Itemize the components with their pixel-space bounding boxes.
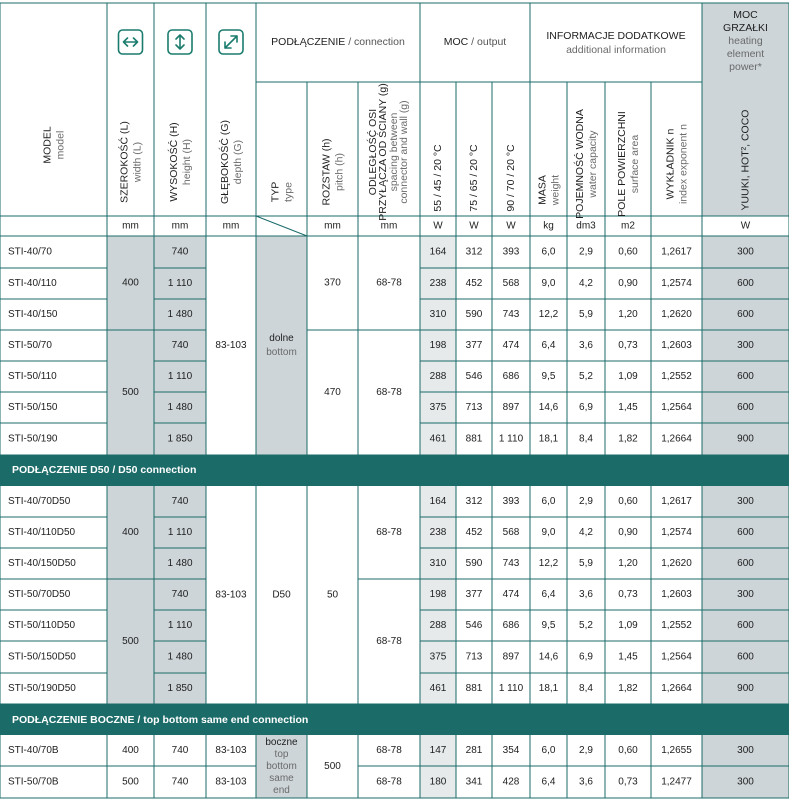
exponent-cell: 1,2574 [661, 278, 692, 289]
mass-cell: 9,0 [541, 278, 556, 289]
height-header-sub: height (H) [181, 138, 193, 186]
output-90-header: 90 / 70 / 20 °C [505, 144, 517, 212]
mass-cell: 6,0 [541, 246, 556, 258]
exponent-cell: 1,2617 [661, 496, 692, 507]
output-90-cell: 474 [502, 589, 520, 600]
model-cell: STI-50/70B [8, 776, 59, 788]
heater-header-sub-2: element [726, 48, 765, 60]
water-header-sub: water capacity [587, 130, 599, 198]
type-column-shade [256, 236, 307, 455]
area-cell: 1,09 [618, 620, 638, 631]
mass-cell: 14,6 [538, 651, 559, 663]
model-cell: STI-40/150 [8, 309, 58, 320]
unit-2: mm [171, 220, 189, 232]
water-cell: 6,9 [579, 651, 593, 663]
heater-cell: 600 [737, 558, 754, 569]
unit-7: W [433, 220, 443, 232]
exponent-cell: 1,2664 [661, 433, 692, 445]
output-90-cell: 743 [502, 558, 520, 569]
water-cell: 4,2 [579, 278, 593, 289]
model-cell: STI-50/110 [8, 371, 57, 382]
depth-cell: 83-103 [215, 776, 247, 788]
output-55-cell: 461 [429, 683, 447, 694]
type-unit-diagonal [256, 216, 307, 236]
water-cell: 5,9 [579, 309, 593, 320]
width-column-shade [107, 486, 154, 704]
area-cell: 1,45 [618, 651, 638, 663]
mass-cell: 18,1 [538, 433, 559, 445]
output-75-cell: 312 [465, 246, 483, 258]
area-cell: 1,09 [618, 371, 638, 382]
output-55-cell: 310 [429, 309, 447, 320]
output-55-cell: 164 [429, 246, 447, 258]
mass-header-sub: weight [549, 174, 562, 206]
spacing-cell-merged: 68-78 [376, 636, 402, 647]
output-90-cell: 474 [502, 340, 520, 351]
spacing-header-sub-1: spacing between [388, 112, 400, 192]
model-cell: STI-40/70B [8, 745, 59, 756]
water-cell: 3,6 [579, 589, 593, 600]
height-cell: 740 [171, 776, 189, 788]
horizontal-arrow-icon-glyph [124, 38, 138, 46]
spacing-cell-merged: 68-78 [376, 527, 402, 538]
height-cell: 1 480 [167, 309, 193, 320]
area-cell: 0,90 [618, 278, 638, 289]
water-header: POJEMNOŚĆ WODNA [574, 109, 586, 219]
area-cell: 0,73 [618, 340, 638, 351]
mass-cell: 6,0 [541, 745, 556, 756]
output-75-cell: 590 [465, 558, 483, 569]
heater-header-2: GRZAŁKI [723, 22, 768, 34]
heater-header-sub-3: power* [729, 61, 762, 73]
output-55-header: 55 / 45 / 20 °C [432, 144, 444, 212]
unit-6: mm [380, 220, 398, 232]
connection-header: PODŁĄCZENIE / connection [271, 36, 405, 48]
model-cell: STI-50/150D50 [8, 651, 76, 663]
heater-cell: 600 [737, 402, 754, 413]
mass-cell: 6,4 [541, 776, 556, 788]
spacing-cell-merged: 68-78 [376, 277, 402, 289]
heater-cell: 600 [737, 651, 754, 663]
model-cell: STI-40/150D50 [8, 558, 76, 569]
output-75-cell: 452 [465, 278, 483, 289]
output-90-cell: 428 [502, 776, 520, 788]
pitch-cell-merged: 370 [324, 277, 341, 289]
output-90-cell: 393 [502, 246, 520, 258]
width-cell-merged: 400 [122, 527, 139, 538]
heater-cell: 300 [737, 246, 754, 258]
mass-header: MASA [536, 175, 549, 205]
area-cell: 1,82 [618, 433, 638, 445]
mass-cell: 9,5 [541, 371, 556, 382]
model-header-sub: model [54, 130, 67, 160]
output-90-cell: 686 [502, 620, 520, 631]
type-cell-merged-sub: bottom [266, 347, 297, 358]
type-cell-merged-sub: same [269, 773, 294, 784]
exponent-cell: 1,2477 [661, 776, 692, 788]
water-cell: 5,9 [579, 558, 593, 569]
heater-cell: 300 [737, 776, 754, 788]
mass-cell: 6,0 [541, 496, 556, 507]
depth-cell-merged: 83-103 [215, 589, 247, 601]
exponent-cell: 1,2552 [661, 620, 692, 631]
height-cell: 1 850 [167, 683, 193, 694]
water-cell: 2,9 [579, 745, 593, 756]
width-cell: 400 [122, 745, 139, 756]
output-55-cell: 238 [429, 527, 447, 538]
output-55-cell: 288 [429, 620, 447, 631]
water-cell: 2,9 [579, 246, 593, 258]
height-cell: 1 850 [167, 433, 193, 445]
width-header: SZEROKOŚĆ (L) [118, 121, 131, 203]
mass-cell: 14,6 [538, 402, 559, 413]
heater-cell: 300 [737, 745, 754, 756]
height-cell: 740 [171, 340, 189, 351]
pitch-header-sub: pitch (h) [333, 153, 346, 191]
spacing-header-1: ODLEGŁOŚĆ OSI [367, 108, 379, 196]
output-55-cell: 147 [429, 745, 447, 756]
output-75-cell: 281 [465, 745, 483, 756]
width-cell-merged: 500 [122, 387, 139, 398]
type-cell-merged: boczne [265, 737, 298, 748]
type-cell-merged-sub: bottom [266, 761, 297, 772]
output-75-cell: 377 [465, 589, 483, 600]
type-cell-merged-sub: end [273, 785, 290, 796]
output-75-cell: 713 [465, 651, 483, 663]
section-d50-label: PODŁĄCZENIE D50 / D50 connection [12, 464, 197, 476]
heater-cell: 900 [737, 433, 754, 445]
output-75-cell: 546 [465, 371, 483, 382]
diagonal-arrow-icon-glyph [225, 36, 237, 48]
output-90-cell: 897 [502, 402, 520, 413]
output-75-cell: 713 [465, 402, 483, 413]
area-cell: 0,73 [618, 776, 638, 788]
area-cell: 1,20 [618, 558, 638, 569]
pitch-header: ROZSTAW (h) [320, 138, 333, 206]
output-55-cell: 198 [429, 589, 447, 600]
area-header-sub: surface area [629, 134, 641, 194]
model-cell: STI-50/190 [8, 433, 58, 445]
spacing-cell-merged: 68-78 [376, 387, 402, 398]
spacing-cell: 68-78 [376, 745, 402, 756]
model-cell: STI-50/70 [8, 340, 52, 351]
mass-cell: 9,0 [541, 527, 556, 538]
output-75-cell: 881 [465, 683, 483, 694]
unit-8: W [469, 220, 479, 232]
mass-cell: 9,5 [541, 620, 556, 631]
output-55-cell: 164 [429, 496, 447, 507]
heater-cell: 600 [737, 620, 754, 631]
height-cell: 740 [171, 589, 189, 600]
width-cell: 500 [122, 776, 139, 788]
type-header-sub: type [282, 182, 295, 202]
model-cell: STI-50/70D50 [8, 589, 71, 600]
spacing-header-2: PRZYŁĄCZA OD ŚCIANY (g) [377, 83, 389, 221]
area-cell: 0,73 [618, 589, 638, 600]
water-cell: 3,6 [579, 340, 593, 351]
mass-cell: 12,2 [538, 558, 559, 569]
depth-header: GŁĘBOKOŚĆ (G) [219, 119, 231, 205]
height-cell: 1 480 [167, 558, 193, 569]
pitch-cell-merged: 50 [326, 589, 339, 601]
exponent-cell: 1,2620 [661, 309, 692, 320]
height-cell: 1 110 [167, 371, 193, 382]
height-cell: 740 [171, 745, 189, 756]
exponent-cell: 1,2617 [661, 246, 692, 258]
heater-cell: 600 [737, 371, 754, 382]
area-cell: 1,45 [618, 402, 638, 413]
pitch-cell-merged: 500 [324, 761, 341, 772]
heater-cell: 600 [737, 278, 754, 289]
output-75-cell: 377 [465, 340, 483, 351]
height-cell: 1 110 [167, 278, 193, 289]
output-55-cell: 310 [429, 558, 447, 569]
unit-14: W [740, 220, 751, 232]
exponent-cell: 1,2552 [661, 371, 692, 382]
model-header: MODEL [41, 126, 54, 164]
output-55-cell: 238 [429, 278, 447, 289]
model-cell: STI-40/70 [8, 246, 52, 258]
unit-11: dm3 [576, 220, 596, 232]
output-55-cell: 198 [429, 340, 447, 351]
area-cell: 0,60 [618, 246, 638, 258]
height-cell: 1 110 [167, 620, 193, 631]
water-cell: 5,2 [579, 620, 593, 631]
output-55-cell: 375 [429, 651, 447, 663]
output-header: MOC / output [443, 36, 507, 48]
heater-models-header: YUUKI, HOT², COCO [739, 109, 752, 211]
mass-cell: 6,4 [541, 340, 556, 351]
output-55-cell: 375 [429, 402, 447, 413]
unit-9: W [506, 220, 516, 232]
unit-3: mm [222, 220, 240, 232]
area-cell: 0,60 [618, 496, 638, 507]
model-cell: STI-40/110 [8, 278, 57, 289]
exponent-cell: 1,2655 [661, 745, 692, 756]
output-90-cell: 354 [502, 745, 520, 756]
exponent-cell: 1,2603 [661, 589, 692, 600]
type-cell-merged: D50 [272, 589, 291, 601]
exponent-cell: 1,2564 [661, 651, 692, 663]
height-cell: 1 480 [167, 402, 193, 413]
output-75-cell: 452 [465, 527, 483, 538]
heater-header-sub-1: heating [728, 35, 763, 47]
unit-5: mm [324, 220, 341, 232]
exponent-cell: 1,2564 [661, 402, 692, 413]
heater-cell: 300 [737, 496, 754, 507]
mass-cell: 6,4 [541, 589, 556, 600]
model-cell: STI-40/110D50 [8, 527, 76, 538]
model-cell: STI-50/110D50 [8, 620, 76, 631]
exponent-cell: 1,2620 [661, 558, 692, 569]
output-90-cell: 1 110 [498, 433, 524, 445]
area-cell: 1,82 [618, 683, 638, 694]
heater-cell: 600 [737, 309, 754, 320]
width-cell-merged: 400 [122, 277, 139, 289]
water-cell: 2,9 [579, 496, 593, 507]
spacing-header-sub-2: connector and wall (g) [398, 100, 410, 204]
water-cell: 3,6 [579, 776, 593, 788]
spacing-cell: 68-78 [376, 776, 402, 788]
type-cell-merged: dolne [269, 333, 294, 344]
area-header: POLE POWIERZCHNI [616, 111, 628, 217]
output-55-cell: 180 [429, 776, 447, 788]
mass-cell: 18,1 [538, 683, 559, 694]
water-cell: 4,2 [579, 527, 593, 538]
output-90-cell: 686 [502, 371, 520, 382]
height-header: WYSOKOŚĆ (H) [168, 122, 180, 202]
exponent-cell: 1,2603 [661, 340, 692, 351]
exponent-cell: 1,2574 [661, 527, 692, 538]
water-cell: 8,4 [579, 433, 593, 445]
depth-header-sub: depth (G) [232, 139, 244, 185]
info-header-sub: additional information [566, 44, 666, 56]
info-header: INFORMACJE DODATKOWE [546, 30, 686, 42]
width-column-shade [107, 236, 154, 455]
section-side-label: PODŁĄCZENIE BOCZNE / top bottom same end connection [12, 714, 309, 726]
output-75-cell: 312 [465, 496, 483, 507]
vertical-arrow-icon-glyph [176, 35, 184, 49]
unit-10: kg [543, 220, 554, 232]
heater-cell: 300 [737, 589, 754, 600]
model-cell: STI-40/70D50 [8, 496, 71, 507]
height-cell: 740 [171, 496, 189, 507]
exponent-cell: 1,2664 [661, 683, 692, 694]
exponent-header: WYKŁADNIK n [664, 128, 677, 200]
height-cell: 740 [171, 246, 189, 258]
pitch-cell-merged: 470 [324, 387, 341, 398]
unit-1: mm [122, 220, 139, 232]
output-75-header: 75 / 65 / 20 °C [468, 144, 480, 212]
output-55-cell: 288 [429, 371, 447, 382]
water-cell: 5,2 [579, 371, 593, 382]
heater-cell: 300 [737, 340, 754, 351]
type-header: TYP [269, 181, 282, 203]
depth-cell: 83-103 [215, 745, 247, 756]
output-90-cell: 568 [502, 278, 520, 289]
output-90-cell: 897 [502, 651, 520, 663]
output-75-cell: 881 [465, 433, 483, 445]
output-75-cell: 546 [465, 620, 483, 631]
type-cell-merged-sub: top [274, 749, 289, 760]
area-cell: 1,20 [618, 309, 638, 320]
area-cell: 0,60 [618, 745, 638, 756]
output-75-cell: 341 [465, 776, 483, 788]
depth-cell-merged: 83-103 [215, 340, 247, 351]
output-75-cell: 590 [465, 309, 483, 320]
height-cell: 1 110 [167, 527, 193, 538]
output-90-cell: 1 110 [498, 683, 524, 694]
heater-header-1: MOC [733, 9, 758, 21]
heater-cell: 900 [737, 683, 754, 694]
model-cell: STI-50/190D50 [8, 683, 76, 694]
water-cell: 8,4 [579, 683, 593, 694]
width-cell-merged: 500 [122, 636, 139, 647]
height-cell: 1 480 [167, 651, 193, 663]
water-cell: 6,9 [579, 402, 593, 413]
unit-12: m2 [621, 220, 635, 232]
width-header-sub: width (L) [131, 141, 144, 183]
mass-cell: 12,2 [538, 309, 559, 320]
output-90-cell: 393 [502, 496, 520, 507]
output-90-cell: 568 [502, 527, 520, 538]
output-90-cell: 743 [502, 309, 520, 320]
area-cell: 0,90 [618, 527, 638, 538]
output-55-cell: 461 [429, 433, 447, 445]
model-cell: STI-50/150 [8, 402, 58, 413]
exponent-header-sub: index exponent n [677, 124, 690, 204]
heater-cell: 600 [737, 527, 754, 538]
